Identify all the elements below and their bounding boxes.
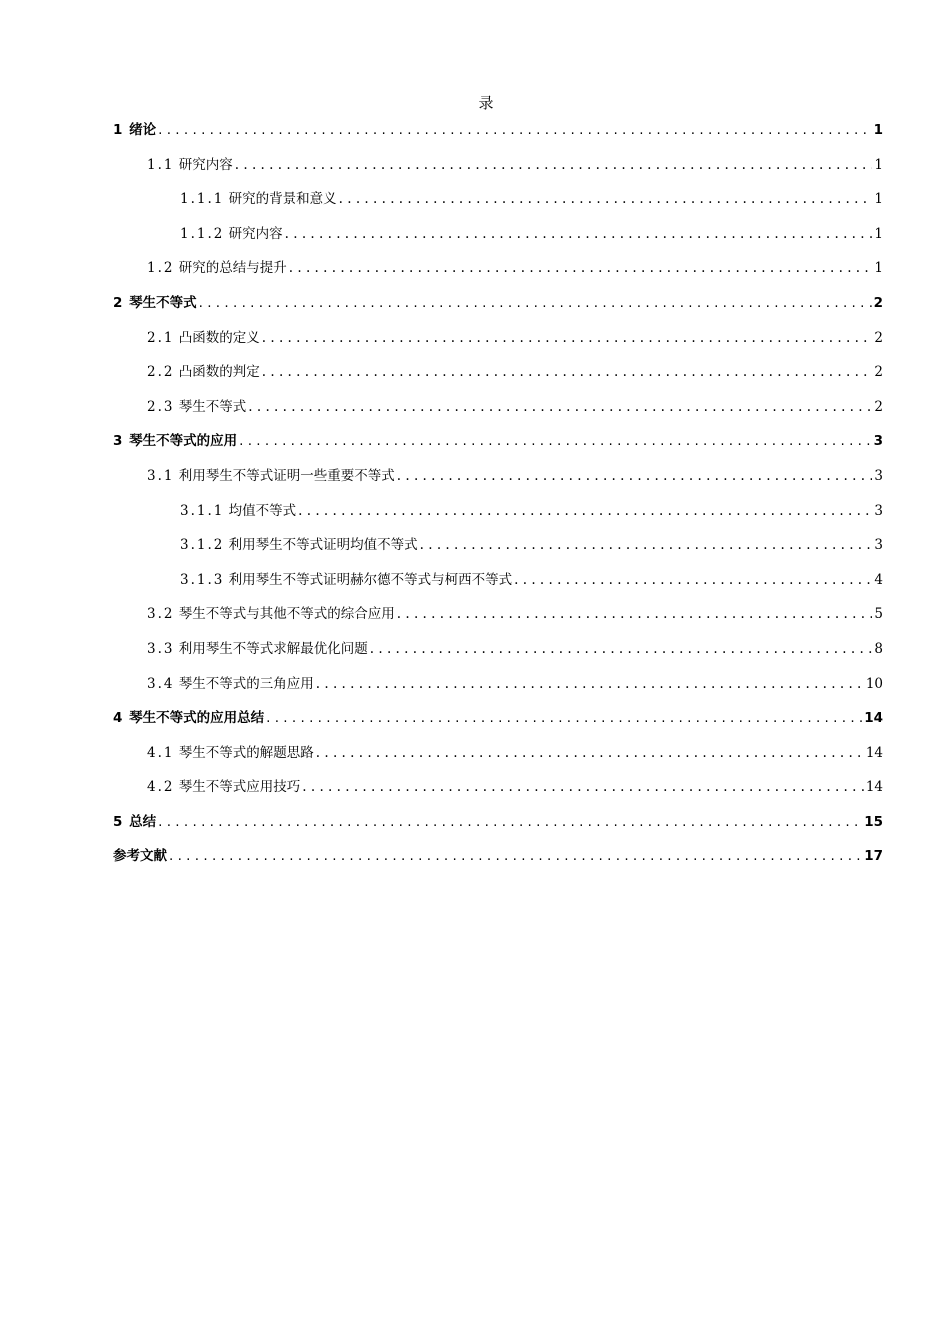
toc-entry-label xyxy=(147,771,300,803)
toc-entry-number: 3 xyxy=(113,433,125,450)
toc-entry-page-number: 1 xyxy=(873,122,883,138)
toc-entry-number: 1.2 xyxy=(147,260,175,277)
toc-entry-number: 3.3 xyxy=(147,640,175,657)
toc-entry-page-number: 8 xyxy=(874,640,883,657)
toc-entry-page-number: 3 xyxy=(874,467,883,484)
toc-entry[interactable] xyxy=(113,287,883,322)
dot-leader xyxy=(370,633,873,665)
toc-entry-title: 研究的背景和意义 xyxy=(228,191,337,208)
toc-entry[interactable] xyxy=(113,425,883,460)
toc-entry[interactable] xyxy=(113,529,883,564)
toc-entry-title: 参考文献 xyxy=(113,848,167,865)
toc-entry-label xyxy=(147,391,246,423)
toc-entry-title: 琴生不等式的三角应用 xyxy=(178,675,314,692)
toc-entry-title: 凸函数的定义 xyxy=(178,329,260,346)
toc-entry-title: 琴生不等式应用技巧 xyxy=(178,779,301,796)
dot-leader xyxy=(262,356,873,388)
toc-entry-page-number: 3 xyxy=(874,537,883,554)
toc-entry-number: 1.1.2 xyxy=(180,225,225,242)
toc-entry-title: 研究内容 xyxy=(178,156,233,173)
toc-entry[interactable] xyxy=(113,252,883,287)
toc-entry-title: 研究内容 xyxy=(228,225,283,242)
toc-entry-label xyxy=(113,287,197,319)
toc-entry-page-number: 2 xyxy=(874,364,883,381)
toc-entry-number: 2 xyxy=(113,294,125,311)
toc-entry-label xyxy=(147,633,368,665)
toc-entry-number: 4.2 xyxy=(147,779,175,796)
dot-leader xyxy=(262,322,873,354)
dot-leader xyxy=(298,495,872,527)
dot-leader xyxy=(514,564,872,596)
dot-leader xyxy=(420,529,873,561)
dot-leader xyxy=(316,737,864,769)
toc-entry-title: 利用琴生不等式求解最优化问题 xyxy=(178,640,368,657)
toc-entry-page-number: 2 xyxy=(874,329,883,346)
toc-entry-title: 琴生不等式的应用总结 xyxy=(129,710,265,727)
toc-entry-number: 1.1 xyxy=(147,156,175,173)
toc-heading: 录 xyxy=(478,94,494,112)
toc-entry-title: 琴生不等式 xyxy=(178,398,247,415)
toc-entry-number: 2.3 xyxy=(147,398,175,415)
toc-entry[interactable] xyxy=(113,218,883,253)
dot-leader xyxy=(248,391,872,423)
toc-entry-label xyxy=(113,114,156,146)
toc-entry-label xyxy=(147,598,395,630)
dot-leader xyxy=(169,840,862,872)
toc-entry-title: 利用琴生不等式证明一些重要不等式 xyxy=(178,467,395,484)
dot-leader xyxy=(199,287,872,319)
toc-entry-page-number: 14 xyxy=(865,779,883,796)
toc-entry-number: 1 xyxy=(113,122,125,138)
toc-entry-title: 研究的总结与提升 xyxy=(178,260,287,277)
toc-entry-label xyxy=(113,840,167,872)
toc-entry-number: 3.1 xyxy=(147,467,175,484)
toc-entry-label xyxy=(113,806,156,838)
dot-leader xyxy=(285,218,873,250)
dot-leader xyxy=(339,183,873,215)
toc-entry[interactable] xyxy=(113,806,883,841)
table-of-contents xyxy=(113,114,883,875)
toc-entry[interactable] xyxy=(113,668,883,703)
toc-entry[interactable] xyxy=(113,495,883,530)
toc-entry-page-number: 5 xyxy=(874,606,883,623)
toc-entry-number: 4.1 xyxy=(147,744,175,761)
toc-entry-page-number: 3 xyxy=(873,433,883,450)
toc-entry-title: 凸函数的判定 xyxy=(178,364,260,381)
dot-leader xyxy=(289,252,873,284)
toc-entry-label xyxy=(147,356,260,388)
dot-leader xyxy=(397,598,873,630)
toc-entry-page-number: 1 xyxy=(874,260,883,277)
toc-entry-label xyxy=(147,737,314,769)
toc-entry-page-number: 3 xyxy=(874,502,883,519)
toc-entry[interactable] xyxy=(113,460,883,495)
toc-entry[interactable] xyxy=(113,114,883,149)
toc-entry-label xyxy=(147,149,233,181)
toc-entry[interactable] xyxy=(113,391,883,426)
toc-entry-page-number: 1 xyxy=(874,191,883,208)
toc-entry-title: 总结 xyxy=(129,813,157,830)
toc-entry[interactable] xyxy=(113,356,883,391)
dot-leader xyxy=(266,702,862,734)
toc-entry-title: 均值不等式 xyxy=(228,502,297,519)
toc-entry-label xyxy=(180,183,337,215)
toc-entry-label xyxy=(180,218,283,250)
dot-leader xyxy=(397,460,873,492)
toc-entry-page-number: 10 xyxy=(865,675,883,692)
toc-entry-page-number: 14 xyxy=(864,710,883,727)
toc-entry[interactable] xyxy=(113,771,883,806)
toc-entry-number: 3.1.3 xyxy=(180,571,225,588)
toc-entry[interactable] xyxy=(113,149,883,184)
toc-entry-page-number: 1 xyxy=(874,156,883,173)
toc-entry-number: 3.2 xyxy=(147,606,175,623)
toc-entry-number: 5 xyxy=(113,813,125,830)
toc-entry-number: 3.1.2 xyxy=(180,537,225,554)
toc-entry-number: 2.1 xyxy=(147,329,175,346)
toc-entry-label xyxy=(147,460,395,492)
toc-entry-label xyxy=(113,425,237,457)
toc-entry[interactable] xyxy=(113,322,883,357)
toc-entry-label xyxy=(180,495,296,527)
toc-entry[interactable] xyxy=(113,564,883,599)
toc-entry[interactable] xyxy=(113,598,883,633)
toc-entry-number: 3.4 xyxy=(147,675,175,692)
toc-entry-page-number: 2 xyxy=(874,398,883,415)
dot-leader xyxy=(235,149,873,181)
toc-entry[interactable] xyxy=(113,183,883,218)
toc-entry-number: 2.2 xyxy=(147,364,175,381)
toc-entry-title: 琴生不等式的应用 xyxy=(129,433,238,450)
toc-entry-label xyxy=(180,529,418,561)
toc-entry-label xyxy=(147,322,260,354)
toc-entry-label xyxy=(147,668,314,700)
toc-entry-page-number: 1 xyxy=(874,225,883,242)
toc-entry-page-number: 4 xyxy=(874,571,883,588)
dot-leader xyxy=(239,425,871,457)
toc-entry[interactable] xyxy=(113,633,883,668)
toc-entry[interactable] xyxy=(113,840,883,875)
toc-entry-title: 绪论 xyxy=(129,122,157,138)
dot-leader xyxy=(316,668,864,700)
dot-leader xyxy=(158,806,862,838)
toc-entry[interactable] xyxy=(113,737,883,772)
dot-leader xyxy=(302,771,864,803)
toc-entry-title: 琴生不等式的解题思路 xyxy=(178,744,314,761)
toc-entry-page-number: 17 xyxy=(864,848,883,865)
toc-entry-page-number: 2 xyxy=(873,294,883,311)
toc-entry-number: 4 xyxy=(113,710,125,727)
dot-leader xyxy=(158,114,871,146)
toc-entry-label xyxy=(113,702,264,734)
toc-entry-page-number: 15 xyxy=(864,813,883,830)
toc-entry-page-number: 14 xyxy=(865,744,883,761)
toc-entry-number: 1.1.1 xyxy=(180,191,225,208)
toc-entry-title: 利用琴生不等式证明均值不等式 xyxy=(228,537,418,554)
toc-entry-title: 琴生不等式 xyxy=(129,294,197,311)
toc-entry[interactable] xyxy=(113,702,883,737)
toc-entry-title: 琴生不等式与其他不等式的综合应用 xyxy=(178,606,395,623)
toc-entry-label xyxy=(147,252,287,284)
toc-entry-number: 3.1.1 xyxy=(180,502,225,519)
toc-entry-title: 利用琴生不等式证明赫尔德不等式与柯西不等式 xyxy=(228,571,513,588)
toc-entry-label xyxy=(180,564,512,596)
